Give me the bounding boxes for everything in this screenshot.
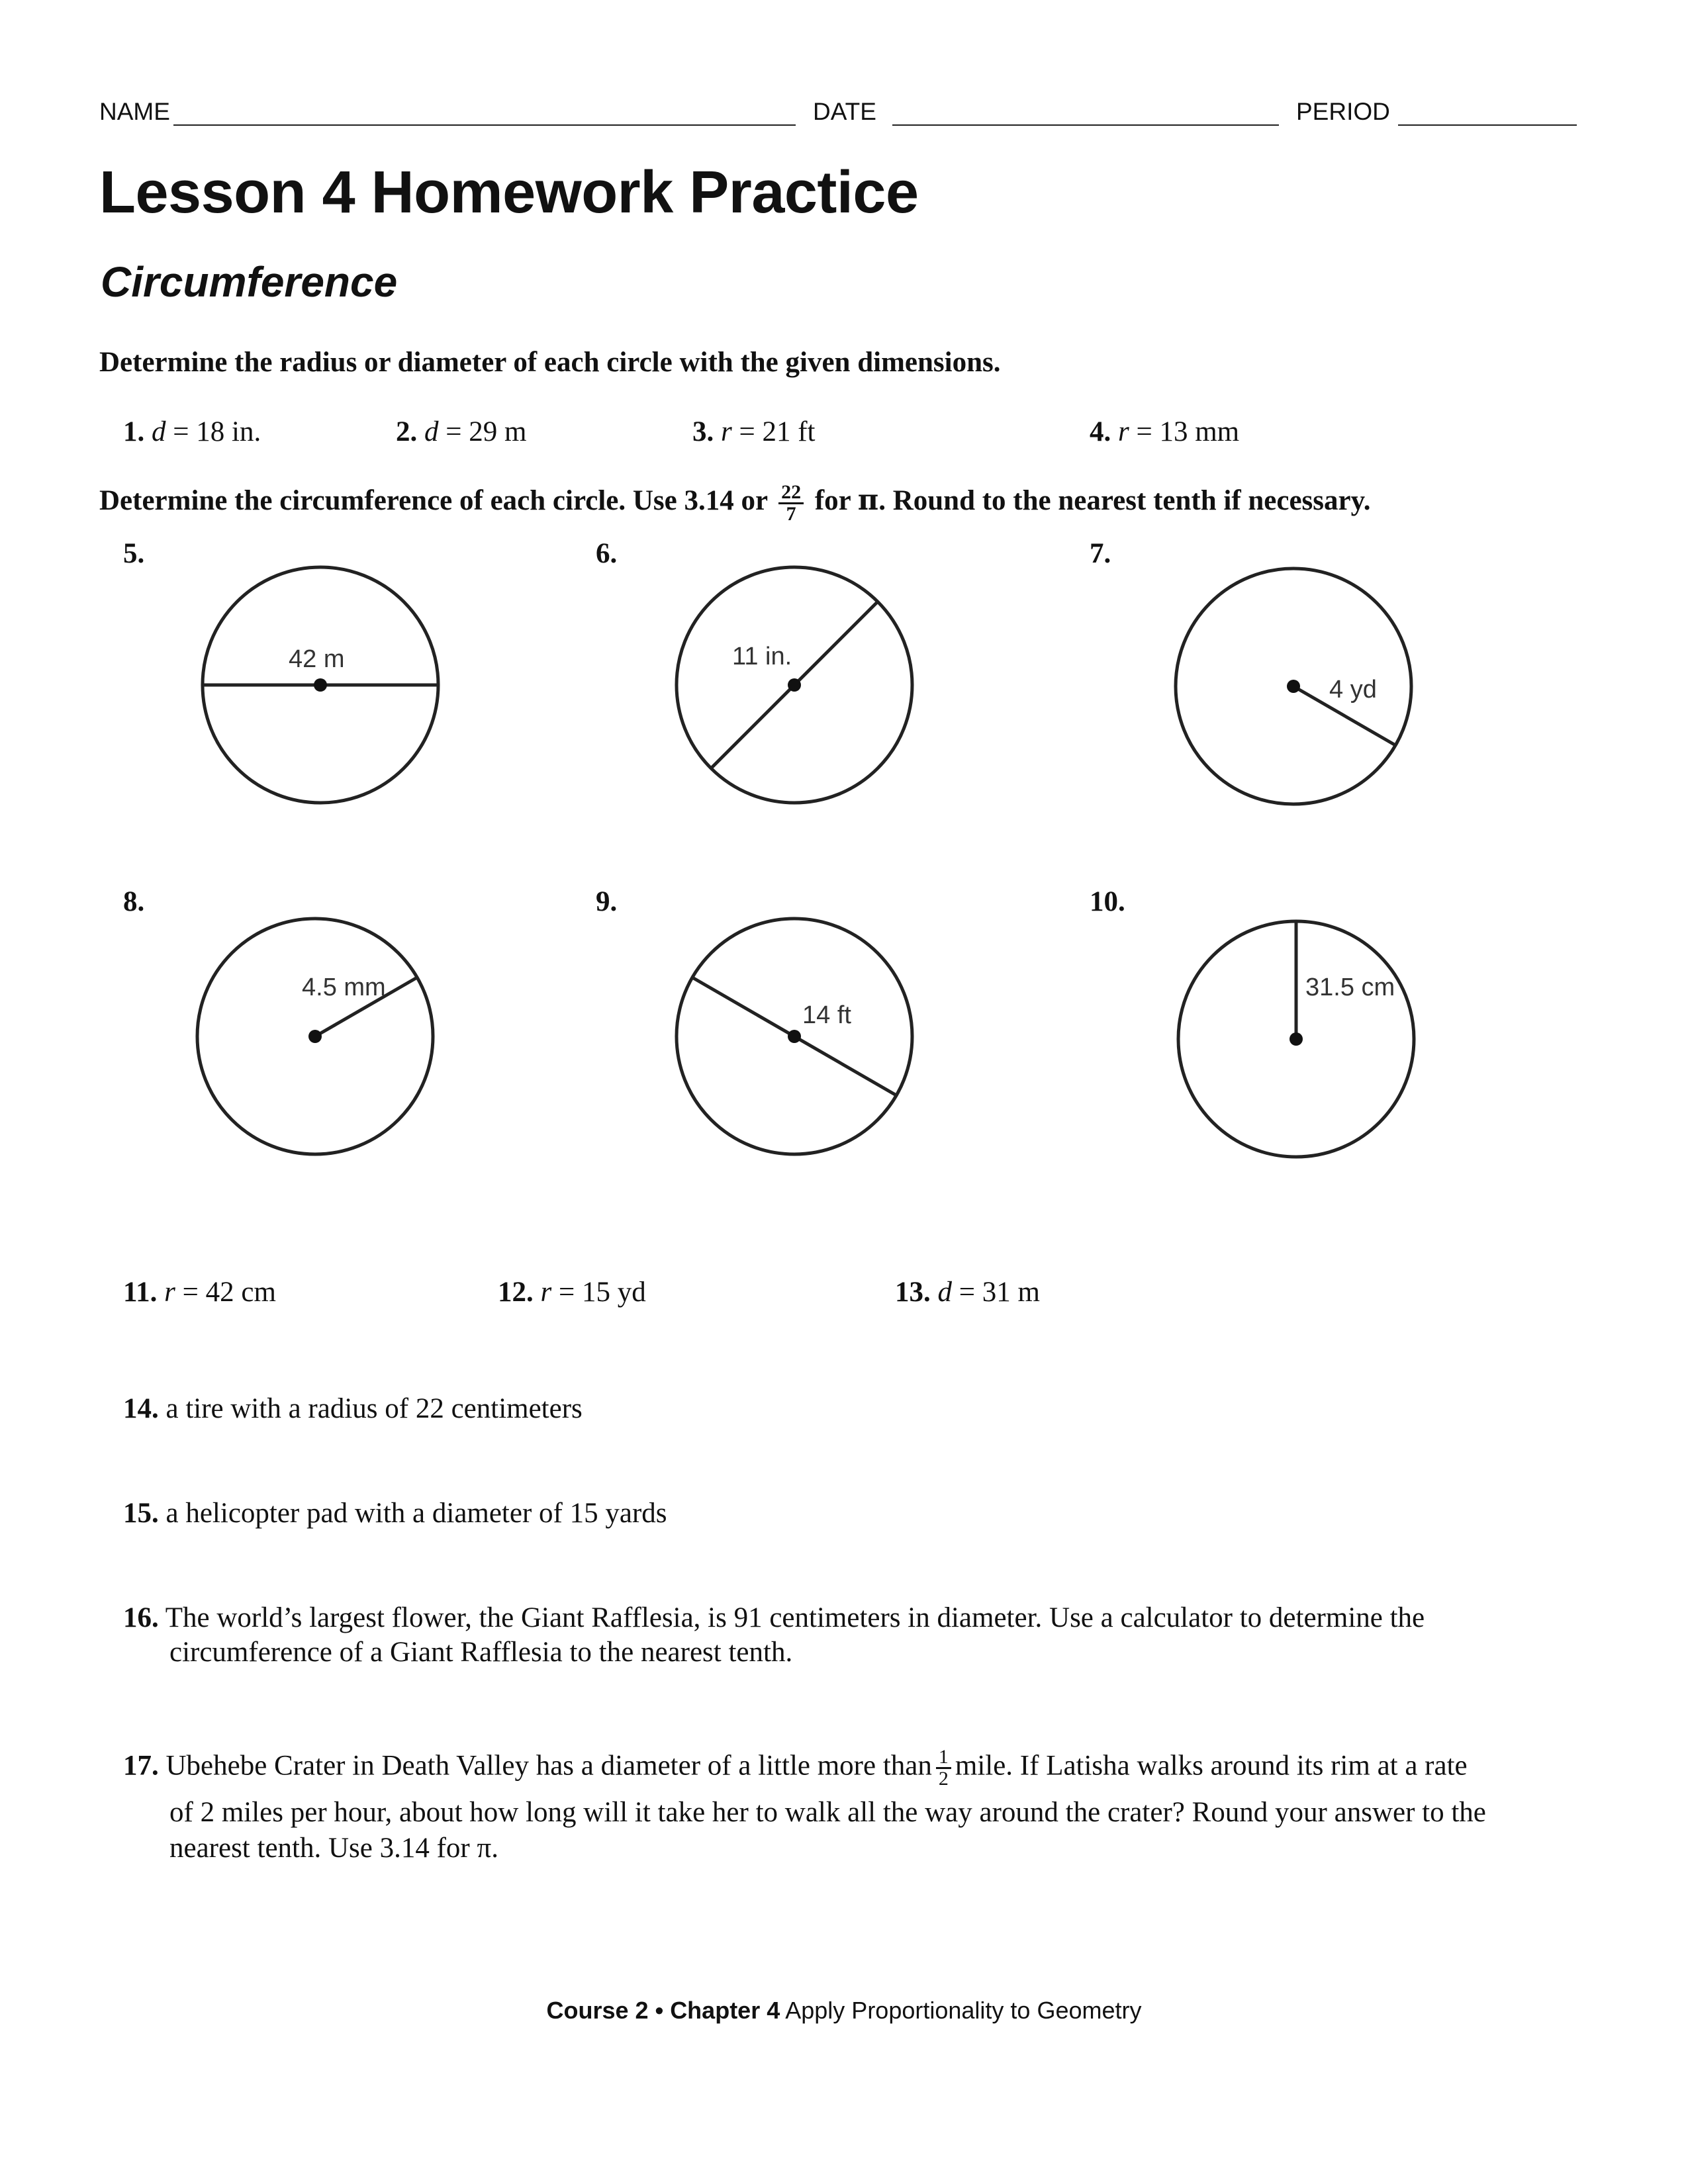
date-label: DATE xyxy=(813,98,876,125)
fraction-1-2: $\frac{1}{2}$ xyxy=(936,1747,951,1789)
fraction-22-7: $\frac{22}{7}$ xyxy=(778,482,804,524)
circle-10-center xyxy=(1289,1032,1303,1046)
circle-9-center xyxy=(788,1030,801,1043)
problem-10-number: 10. xyxy=(1090,886,1125,917)
circle-7-label: 4 yd xyxy=(1329,676,1377,704)
problem-11: 11. r = 42 cm xyxy=(123,1277,276,1308)
section1-instruction: Determine the radius or diameter of each circle with the given dimensions. xyxy=(99,347,1001,378)
problem-17-line-1: 17. Ubehebe Crater in Death Valley has a diameter of a little more than $\frac{1}{2}$ mile. If Latisha walks around its rim at a rate xyxy=(123,1746,1468,1790)
problem-17-line-2: of 2 miles per hour, about how long will it take her to walk all the way around the crater? Round your answer to the xyxy=(169,1797,1486,1828)
problem-8-number: 8. xyxy=(123,886,145,917)
period-label: PERIOD xyxy=(1296,98,1390,125)
page-title: Lesson 4 Homework Practice xyxy=(99,159,919,226)
problem-6-number: 6. xyxy=(596,538,618,569)
problem-2: 2. d = 29 m xyxy=(396,416,527,447)
page-subtitle: Circumference xyxy=(101,258,398,306)
problem-5-number: 5. xyxy=(123,538,145,569)
name-label: NAME xyxy=(99,98,170,125)
circle-9-label: 14 ft xyxy=(802,1001,851,1029)
circle-6-label: 11 in. xyxy=(732,643,792,670)
circle-7-center xyxy=(1287,680,1300,693)
problem-16-line-2: circumference of a Giant Rafflesia to the nearest tenth. xyxy=(169,1637,793,1668)
problem-17-line-3: nearest tenth. Use 3.14 for π. xyxy=(169,1833,498,1864)
problem-4: 4. r = 13 mm xyxy=(1090,416,1240,447)
circle-8-center xyxy=(308,1030,322,1043)
problem-16-line-1: 16. The world’s largest flower, the Giant Rafflesia, is 91 centimeters in diameter. Use a calculator to determine the xyxy=(123,1602,1425,1633)
problem-9-number: 9. xyxy=(596,886,618,917)
page-footer: Course 2 • Chapter 4 Apply Proportionality to Geometry xyxy=(546,1997,1142,2024)
problem-14: 14. a tire with a radius of 22 centimeters xyxy=(123,1393,583,1424)
circle-5-label: 42 m xyxy=(289,645,345,673)
section2-instruction: Determine the circumference of each circle. Use 3.14 or $\frac{22}{7}$ for π. Round to the nearest tenth if necessary. xyxy=(99,480,1371,525)
problem-13: 13. d = 31 m xyxy=(895,1277,1040,1308)
pi-symbol: π xyxy=(857,484,879,517)
circle-10-label: 31.5 cm xyxy=(1305,974,1395,1001)
problem-7-number: 7. xyxy=(1090,538,1111,569)
circle-5-center xyxy=(314,678,327,692)
circle-8-label: 4.5 mm xyxy=(302,974,386,1001)
problem-12: 12. r = 15 yd xyxy=(498,1277,646,1308)
circle-6-center xyxy=(788,678,801,692)
problem-15: 15. a helicopter pad with a diameter of 15 yards xyxy=(123,1498,667,1529)
problem-1: 1. d = 18 in. xyxy=(123,416,261,447)
problem-3: 3. r = 21 ft xyxy=(692,416,816,447)
